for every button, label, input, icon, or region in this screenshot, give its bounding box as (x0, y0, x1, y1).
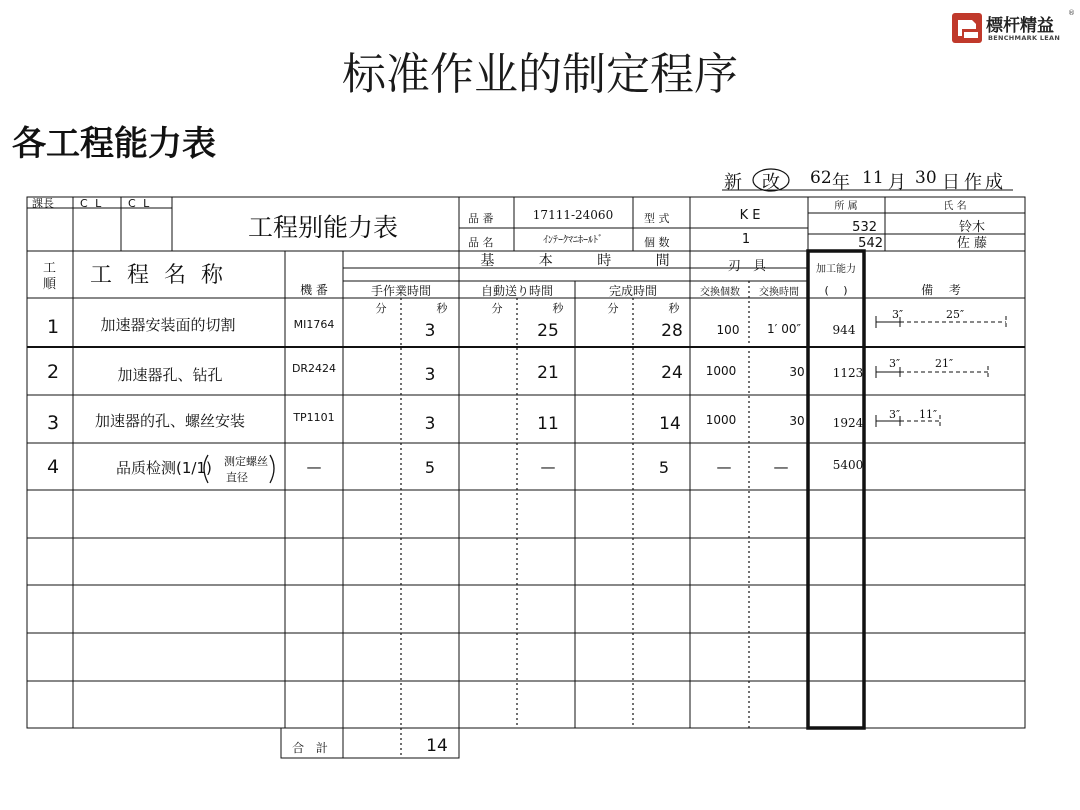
row-capacity: 5400 (832, 458, 864, 472)
date-day-unit: 日 (942, 172, 960, 193)
row-change-qty: 100 (716, 323, 740, 337)
cl-label-2: C L (128, 197, 152, 210)
row-manual-sec: 3 (424, 365, 436, 385)
row-seq: 4 (46, 456, 60, 478)
header-capacity-unit: ( ) (824, 284, 848, 297)
row-capacity: 1924 (832, 416, 864, 430)
row-finish-sec: 24 (661, 363, 683, 383)
part-no-label: 品 番 (468, 212, 494, 225)
row-machine-no: — (306, 458, 322, 476)
manual-min-label: 分 (375, 302, 387, 315)
finish-min-label: 分 (607, 302, 619, 315)
person-label: 氏 名 (943, 201, 967, 212)
date-year: 62 (810, 168, 832, 188)
section-chief-label: 課長 (32, 197, 54, 210)
header-change-time: 交換時間 (759, 287, 799, 298)
row-change-time: — (773, 458, 789, 476)
row-machine-no: TP1101 (293, 411, 335, 424)
row-remark-manual: 3″ (889, 357, 901, 370)
qty-value: 1 (741, 232, 751, 247)
part-no-value: 17111-24060 (532, 208, 614, 222)
dept-value-1: 532 (852, 220, 877, 235)
table-row (47, 454, 863, 484)
row-process-name: 品质检测(1/1) (116, 459, 212, 477)
qty-label: 個 数 (644, 236, 670, 249)
header-change-qty: 交換個数 (700, 287, 740, 298)
row-finish-sec: 14 (659, 414, 681, 434)
row-change-qty: — (716, 458, 732, 476)
header-auto-time: 自動送り時間 (480, 284, 554, 298)
dept-value-2: 542 (858, 236, 883, 251)
row-process-name: 加速器安装面的切割 (100, 316, 236, 334)
header-seq: 工 順 (43, 261, 57, 292)
form-title: 工程别能力表 (248, 213, 399, 242)
row-change-time: 30 (789, 365, 805, 379)
row-change-time: 30 (789, 414, 805, 428)
date-month-unit: 月 (888, 172, 906, 193)
row-auto-sec: 25 (537, 321, 559, 341)
model-label: 型 式 (644, 212, 670, 225)
row-finish-sec: 28 (661, 321, 683, 341)
page-subtitle: 各工程能力表 (12, 124, 216, 164)
row-name-note: 测定螺丝 直径 (224, 455, 268, 484)
logo-registered-mark: ® (1068, 9, 1075, 17)
row-seq: 2 (46, 361, 60, 383)
row-capacity: 944 (832, 323, 856, 337)
auto-sec-label: 秒 (552, 302, 564, 315)
total-label: 合 計 (292, 741, 332, 755)
row-manual-sec: 3 (424, 321, 436, 341)
part-name-label: 品 名 (468, 236, 494, 249)
date-action: 作成 (964, 172, 1006, 193)
row-remark-auto: 25″ (946, 308, 965, 321)
finish-sec-label: 秒 (668, 302, 680, 315)
header-manual-time: 手作業時間 (370, 284, 432, 298)
row-change-qty: 1000 (705, 364, 737, 378)
date-month: 11 (862, 168, 884, 188)
model-value: K E (739, 208, 761, 223)
row-seq: 3 (46, 412, 60, 434)
row-process-name: 加速器的孔、螺丝安装 (94, 412, 246, 430)
header-base-time: 基 本 時 間 (480, 253, 670, 269)
header-remarks: 備 考 (921, 283, 967, 297)
row-manual-sec: 5 (424, 458, 436, 477)
header-tool: 刃 具 (727, 259, 771, 274)
row-change-time: 1′ 00″ (767, 322, 801, 336)
cl-label-1: C L (80, 197, 104, 210)
row-remark-auto: 11″ (919, 408, 938, 421)
header-machine-no: 機 番 (300, 283, 328, 297)
row-remark-manual: 3″ (892, 308, 904, 321)
date-new: 新 (724, 172, 742, 193)
part-name-value: ｲﾝﾃｰｸﾏﾆﾎｰﾙﾄﾞ (543, 235, 603, 246)
row-finish-sec: 5 (658, 458, 670, 477)
row-auto-sec: 21 (537, 363, 559, 383)
row-auto-sec: — (540, 458, 556, 476)
table-row (47, 408, 940, 434)
row-manual-sec: 3 (424, 414, 436, 434)
row-machine-no: MI1764 (293, 318, 335, 331)
row-change-qty: 1000 (705, 413, 737, 427)
dept-label: 所 属 (834, 201, 858, 212)
table-row (47, 308, 1006, 341)
row-process-name: 加速器孔、钻孔 (117, 366, 223, 384)
date-day: 30 (915, 168, 937, 188)
date-revised: 改 (762, 172, 780, 193)
row-remark-manual: 3″ (889, 408, 901, 421)
total-value: 14 (426, 736, 448, 756)
row-machine-no: DR2424 (291, 362, 337, 375)
header-finish-time: 完成時間 (608, 284, 658, 298)
logo-name-cn: 標杆精益 (986, 16, 1054, 36)
table-row (47, 357, 988, 385)
header-process-name: 工 程 名 称 (90, 263, 227, 288)
row-seq: 1 (46, 316, 60, 338)
row-remark-auto: 21″ (935, 357, 954, 370)
auto-min-label: 分 (491, 302, 503, 315)
row-capacity: 1123 (832, 366, 864, 380)
manual-sec-label: 秒 (436, 302, 448, 315)
logo-name-en: BENCHMARK LEAN (988, 34, 1061, 42)
person-value-1: 铃木 (958, 220, 986, 235)
date-year-unit: 年 (832, 172, 850, 193)
page-title: 标准作业的制定程序 (342, 49, 738, 100)
header-capacity: 加工能力 (816, 264, 856, 275)
row-auto-sec: 11 (537, 414, 559, 434)
person-value-2: 佐 藤 (956, 236, 988, 251)
